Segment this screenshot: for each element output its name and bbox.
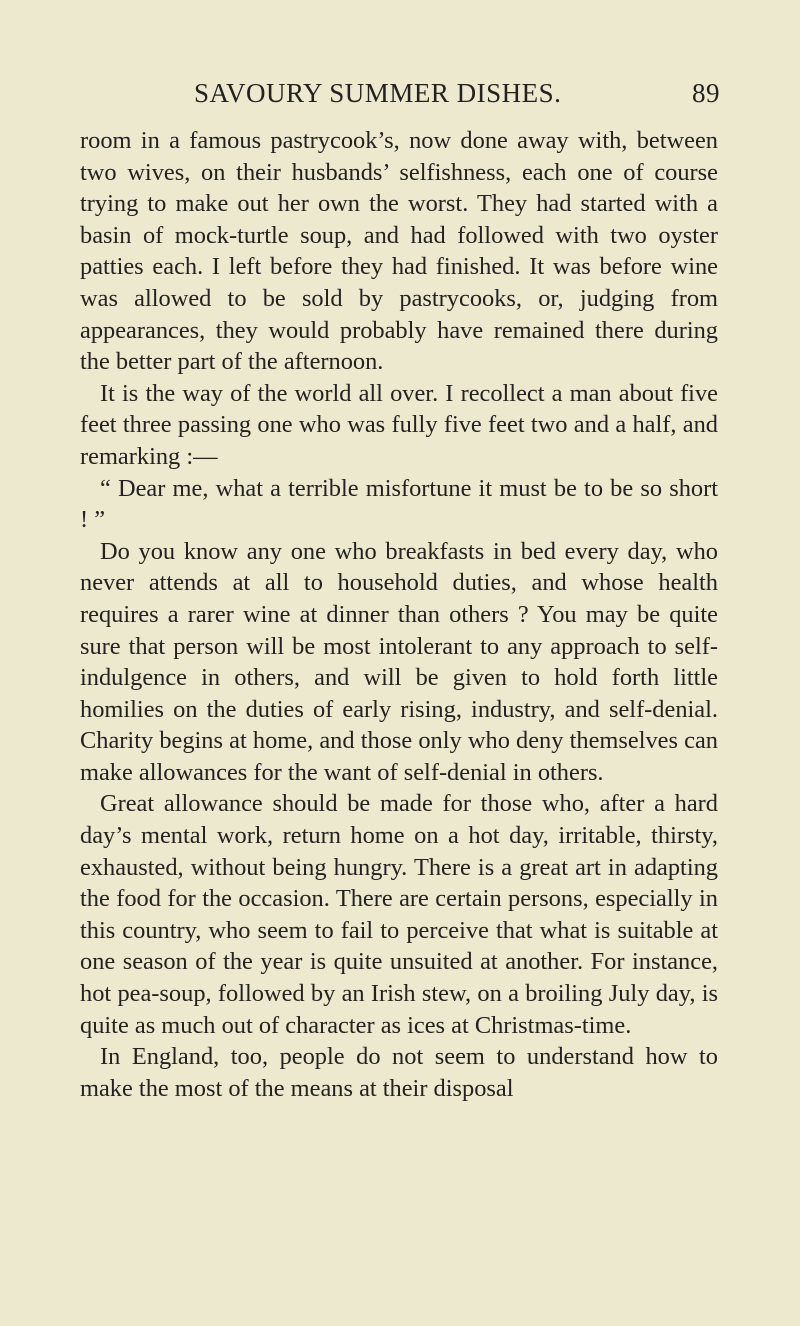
paragraph: In England, too, people do not seem to understand how to make the most of the means at their disposal (80, 1043, 718, 1102)
running-head (80, 78, 720, 112)
paragraph: Great allowance should be made for those who, after a hard day’s mental work, return home on a hot day, irritable, thirsty, exhausted, without being hungry. There is a great art in adapting the food for the occasion. There are certain persons, especially in this country, who seem to fail to perceive that what is suitable at one season of the year is quite unsuited at another. For instance, hot pea-soup, followed by an Irish stew, on a broiling July day, is quite as much out of character as ices at Christmas-time. (80, 790, 718, 1039)
paragraph: Do you know any one who breakfasts in bed every day, who never attends at all to household duties, and whose health requires a rarer wine at dinner than others ? You may be quite sure that person will be most intolerant to any approach to self-indulgence in others, and will be given to hold forth little homilies on the duties of early rising, industry, and self-denial. Charity begins at home, and those only who deny themselves can make allowances for the want of self-denial in others. (80, 537, 718, 786)
paragraph: “ Dear me, what a terrible misfortune it must be to be so short ! ” (80, 474, 718, 534)
paragraph: It is the way of the world all over. I recollect a man about five feet three passing one who was fully five feet two and a half, and remarking :— (80, 379, 718, 470)
paragraph: room in a famous pastrycook’s, now done away with, between two wives, on their husbands’ selfishness, each one of course trying to make out her own the worst. They had started with a basin of mock-turtle soup, and had followed with two oyster patties each. I left before they had finished. It was before wine was allowed to be sold by pastrycooks, or, judging from appearances, they would probably have remained there during the better part of the afternoon. (80, 127, 718, 376)
body-text (80, 125, 718, 1104)
page-number: 89 (692, 78, 720, 108)
running-title: SAVOURY SUMMER DISHES. (194, 78, 562, 108)
